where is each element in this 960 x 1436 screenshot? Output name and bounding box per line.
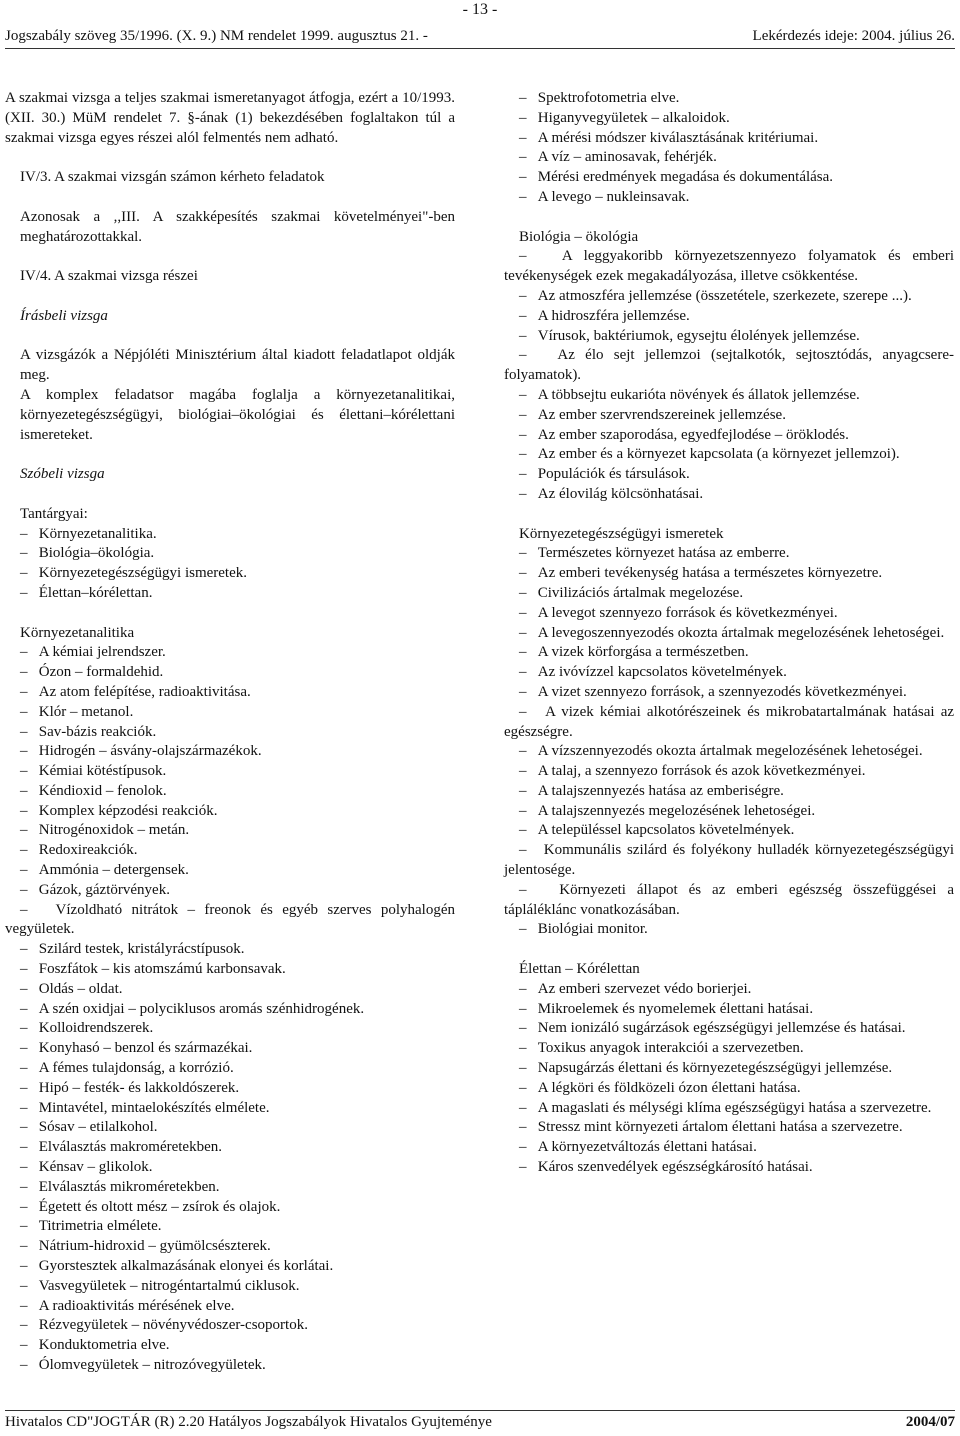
section-iv3-text: Azonosak a ,,III. A szakképesítés szakmai követelményei"-ben meghatározottakkal. xyxy=(20,208,455,245)
list-item: – A víz – aminosavak, fehérjék. xyxy=(504,148,954,168)
subjects-label: Tantárgyai: xyxy=(20,505,88,522)
written-exam-title: Írásbeli vizsga xyxy=(20,307,108,324)
footer-rule xyxy=(5,1410,955,1411)
list-item: – Élettan–kórélettan. xyxy=(5,584,455,604)
list-item: – Az ember és a környezet kapcsolata (a környezet jellemzoi). xyxy=(504,445,954,465)
env-analytics-list-continued xyxy=(504,89,954,208)
list-item: – Környezetanalitika. xyxy=(5,525,455,545)
list-item: – Nátrium-hidroxid – gyümölcsészterek. xyxy=(5,1237,455,1257)
list-item: – A talajszennyezés megelozésének lehetoségei. xyxy=(504,802,954,822)
env-analytics-list xyxy=(5,643,455,1375)
list-item: – Az atom felépítése, radioaktivitása. xyxy=(5,683,455,703)
list-item: – A talaj, a szennyezo források és azok következményei. xyxy=(504,762,954,782)
list-item: – A többsejtu eukarióta növények és állatok jellemzése. xyxy=(504,386,954,406)
list-item: – Gázok, gáztörvények. xyxy=(5,881,455,901)
running-header xyxy=(5,27,955,49)
list-item: – A levegot szennyezo források és következményei. xyxy=(504,604,954,624)
list-item: – A szén oxidjai – polyciklusos aromás szénhidrogének. xyxy=(5,1000,455,1020)
list-item: – Ammónia – detergensek. xyxy=(5,861,455,881)
biology-list xyxy=(504,247,954,504)
running-footer xyxy=(5,1413,955,1433)
list-item: – Gyorstesztek alkalmazásának elonyei és korlátai. xyxy=(5,1257,455,1277)
list-item: – Napsugárzás élettani és környezetegészségügyi jellemzése. xyxy=(504,1059,954,1079)
list-item: – A településsel kapcsolatos követelmények. xyxy=(504,821,954,841)
list-item: – A radioaktivitás mérésének elve. xyxy=(5,1297,455,1317)
list-item: – Higanyvegyületek – alkaloidok. xyxy=(504,109,954,129)
left-column xyxy=(5,89,455,1376)
list-item: – Az atmoszféra jellemzése (összetétele, szerkezete, szerepe ...). xyxy=(504,287,954,307)
list-item: – A mérési módszer kiválasztásának kritériumai. xyxy=(504,129,954,149)
list-item: – Kéndioxid – fenolok. xyxy=(5,782,455,802)
list-item: – A magaslati és mélységi klíma egészségügyi hatása a szervezetre. xyxy=(504,1099,954,1119)
list-item: – Környezeti állapot és az emberi egészség összefüggései a tápláléklánc vonatkozásában. xyxy=(504,881,954,921)
list-item: – Az ember szervrendszereinek jellemzése. xyxy=(504,406,954,426)
list-item: – Környezetegészségügyi ismeretek. xyxy=(5,564,455,584)
list-item: – Redoxireakciók. xyxy=(5,841,455,861)
list-item: – Toxikus anyagok interakciói a szervezetben. xyxy=(504,1039,954,1059)
list-item: – A kémiai jelrendszer. xyxy=(5,643,455,663)
list-item: – Mikroelemek és nyomelemek élettani hatásai. xyxy=(504,1000,954,1020)
list-item: – Kémiai kötéstípusok. xyxy=(5,762,455,782)
list-item: – Konyhasó – benzol és származékai. xyxy=(5,1039,455,1059)
list-item: – Foszfátok – kis atomszámú karbonsavak. xyxy=(5,960,455,980)
list-item: – Szilárd testek, kristályrácstípusok. xyxy=(5,940,455,960)
right-column xyxy=(504,89,954,1178)
header-query-date: Lekérdezés ideje: 2004. július 26. xyxy=(752,28,955,44)
list-item: – Vízoldható nitrátok – freonok és egyéb szerves polyhalogén vegyületek. xyxy=(5,901,455,941)
oral-exam-title: Szóbeli vizsga xyxy=(20,466,105,483)
env-health-title: Környezetegészségügyi ismeretek xyxy=(519,525,724,542)
list-item: – Az ivóvízzel kapcsolatos követelmények. xyxy=(504,663,954,683)
list-item: – A levegoszennyezodés okozta ártalmak megelozésének lehetoségei. xyxy=(504,624,954,644)
list-item: – Komplex képzodési reakciók. xyxy=(5,802,455,822)
list-item: – Sav-bázis reakciók. xyxy=(5,723,455,743)
list-item: – Az emberi tevékenység hatása a természetes környezetre. xyxy=(504,564,954,584)
physiology-list xyxy=(504,980,954,1178)
written-exam-text-2: A komplex feladatsor magába foglalja a környezetanalitikai, környezetegészségügyi, biológiai–ökológiai és élettani–kórélettani ismereteket. xyxy=(20,386,455,443)
list-item: – Kénsav – glikolok. xyxy=(5,1158,455,1178)
list-item: – Titrimetria elmélete. xyxy=(5,1217,455,1237)
footer-edition: 2004/07 xyxy=(905,1414,955,1430)
list-item: – Populációk és társulások. xyxy=(504,465,954,485)
list-item: – Ózon – formaldehid. xyxy=(5,663,455,683)
list-item: – Oldás – oldat. xyxy=(5,980,455,1000)
list-item: – A légköri és földközeli ózon élettani hatása. xyxy=(504,1079,954,1099)
list-item: – A levego – nukleinsavak. xyxy=(504,188,954,208)
list-item: – Az élovilág kölcsönhatásai. xyxy=(504,485,954,505)
list-item: – Nem ionizáló sugárzások egészségügyi jellemzése és hatásai. xyxy=(504,1019,954,1039)
list-item: – Hipó – festék- és lakkoldószerek. xyxy=(5,1079,455,1099)
list-item: – A vizek körforgása a természetben. xyxy=(504,643,954,663)
page-number: - 13 - xyxy=(462,1,498,18)
list-item: – Konduktometria elve. xyxy=(5,1336,455,1356)
section-iv4-title: IV/4. A szakmai vizsga részei xyxy=(20,268,198,285)
list-item: – Mintavétel, mintaelokészítés elmélete. xyxy=(5,1099,455,1119)
intro-paragraph: A szakmai vizsga a teljes szakmai ismeretanyagot átfogja, ezért a 10/1993. (XII. 30.) MüM rendelet 7. §-ának (1) bekezdésében foglaltakon túl a szakmai vizsga egyes részei alól felmentés nem adható. xyxy=(5,90,455,146)
list-item: – Rézvegyületek – növényvédoszer-csoportok. xyxy=(5,1316,455,1336)
list-item: – Kolloidrendszerek. xyxy=(5,1019,455,1039)
list-item: – A környezetváltozás élettani hatásai. xyxy=(504,1138,954,1158)
list-item: – A hidroszféra jellemzése. xyxy=(504,307,954,327)
list-item: – Az élo sejt jellemzoi (sejtalkotók, sejtosztódás, anyagcsere-folyamatok). xyxy=(504,346,954,386)
list-item: – Vasvegyületek – nitrogéntartalmú ciklusok. xyxy=(5,1277,455,1297)
list-item: – Vírusok, baktériumok, egysejtu élolények jellemzése. xyxy=(504,327,954,347)
header-rule xyxy=(5,48,955,49)
list-item: – Nitrogénoxidok – metán. xyxy=(5,821,455,841)
list-item: – Égetett és oltott mész – zsírok és olajok. xyxy=(5,1198,455,1218)
list-item: – A fémes tulajdonság, a korrózió. xyxy=(5,1059,455,1079)
written-exam-text-1: A vizsgázók a Népjóléti Minisztérium által kiadott feladatlapot oldják meg. xyxy=(20,347,455,384)
list-item: – Káros szenvedélyek egészségkárosító hatásai. xyxy=(504,1158,954,1178)
list-item: – Sósav – etilalkohol. xyxy=(5,1118,455,1138)
section-iv3-title: IV/3. A szakmai vizsgán számon kérheto feladatok xyxy=(20,169,325,186)
list-item: – Az emberi szervezet védo borierjei. xyxy=(504,980,954,1000)
list-item: – Elválasztás mikroméretekben. xyxy=(5,1178,455,1198)
list-item: – Spektrofotometria elve. xyxy=(504,89,954,109)
list-item: – Az ember szaporodása, egyedfejlodése – öröklodés. xyxy=(504,426,954,446)
list-item: – Kommunális szilárd és folyékony hulladék környezetegészségügyi jelentosége. xyxy=(504,841,954,881)
physiology-title: Élettan – Kórélettan xyxy=(519,961,640,978)
env-analytics-title: Környezetanalitika xyxy=(20,624,135,641)
footer-publisher: Hivatalos CD"JOGTÁR (R) 2.20 Hatályos Jogszabályok Hivatalos Gyujteménye xyxy=(5,1414,492,1430)
list-item: – A vízszennyezodés okozta ártalmak megelozésének lehetoségei. xyxy=(504,742,954,762)
list-item: – Hidrogén – ásvány-olajszármazékok. xyxy=(5,742,455,762)
list-item: – Biológia–ökológia. xyxy=(5,544,455,564)
list-item: – A vizet szennyezo források, a szennyezodés következményei. xyxy=(504,683,954,703)
subjects-list xyxy=(5,525,455,604)
list-item: – A vizek kémiai alkotórészeinek és mikrobatartalmának hatásai az egészségre. xyxy=(504,703,954,743)
list-item: – A talajszennyezés hatása az emberiségre. xyxy=(504,782,954,802)
header-law-reference: Jogszabály szöveg 35/1996. (X. 9.) NM rendelet 1999. augusztus 21. - xyxy=(5,28,428,44)
list-item: – A leggyakoribb környezetszennyezo folyamatok és emberi tevékenységek ezek megakadályozása, illetve csökkentése. xyxy=(504,247,954,287)
list-item: – Biológiai monitor. xyxy=(504,920,954,940)
list-item: – Ólomvegyületek – nitrozóvegyületek. xyxy=(5,1356,455,1376)
list-item: – Klór – metanol. xyxy=(5,703,455,723)
list-item: – Civilizációs ártalmak megelozése. xyxy=(504,584,954,604)
list-item: – Stressz mint környezeti ártalom élettani hatása a szervezetre. xyxy=(504,1118,954,1138)
list-item: – Természetes környezet hatása az emberre. xyxy=(504,544,954,564)
biology-title: Biológia – ökológia xyxy=(519,228,639,245)
list-item: – Mérési eredmények megadása és dokumentálása. xyxy=(504,168,954,188)
env-health-list xyxy=(504,544,954,940)
list-item: – Elválasztás makroméretekben. xyxy=(5,1138,455,1158)
